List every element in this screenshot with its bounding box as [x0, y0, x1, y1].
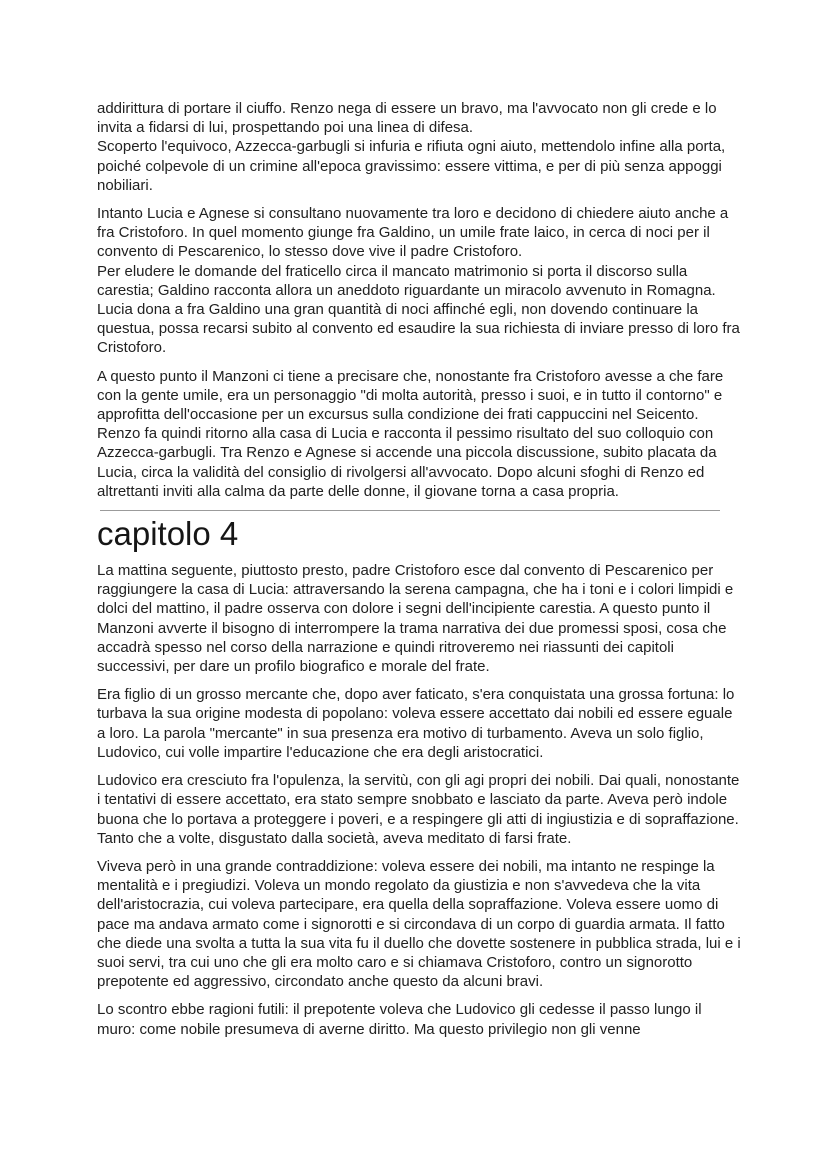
- text-block: addirittura di portare il ciuffo. Renzo nega di essere un bravo, ma l'avvocato non gli crede e lo invita a fidarsi di lui, prospettando poi una linea di difesa.: [97, 100, 717, 137]
- text-block: Era figlio di un grosso mercante che, dopo aver faticato, s'era conquistata una grossa fortuna: lo turbava la sua origine modesta di popolano: voleva essere accettato dai nobili ed essere eguale a loro. La parola "mercante" in sua presenza era motivo di turbamento. Aveva un solo figlio, Ludovico, cui volle impartire l'educazione che era degli aristocratici.: [97, 686, 735, 761]
- text-block: Per eludere le domande del fraticello circa il mancato matrimonio si porta il discorso sulla carestia; Galdino racconta allora un aneddoto riguardante un miracolo avvenuto in Romagna. Lucia dona a fra Galdino una gran quantità di noci affinché egli, non dovendo continuare la questua, possa recarsi subito al convento ed esaudire la sua richiesta di inviare presso di loro fra Cristoforo.: [97, 262, 740, 357]
- text-block: La mattina seguente, piuttosto presto, padre Cristoforo esce dal convento di Pescarenico per raggiungere la casa di Lucia: attraversando la serena campagna, che ha i toni e i colori limpidi e dolci del mattino, il padre osserva con dolore i segni dell'incipiente carestia. A questo punto il Manzoni avverte il bisogno di interrompere la trama narrativa dei due promessi sposi, cosa che accadrà spesso nel corso della narrazione e quindi ritroveremo nei riassunti dei capitoli successivi, per dare un profilo biografico e morale del frate.: [97, 562, 734, 676]
- document-content: [97, 99, 741, 1048]
- paragraph: [97, 1000, 741, 1038]
- paragraph: [97, 561, 741, 676]
- section-divider: [100, 510, 720, 511]
- paragraph: [97, 771, 741, 848]
- chapter-heading: capitolo 4: [97, 515, 239, 553]
- paragraph: [97, 685, 741, 762]
- text-block: Viveva però in una grande contraddizione: voleva essere dei nobili, ma intanto ne respinge la mentalità e i pregiudizi. Voleva un mondo regolato da giustizia e non s'avvedeva che la vita dell'aristocrazia, cui voleva partecipare, era quella della sopraffazione. Voleva essere uomo di pace ma andava armato come i signorotti e si circondava di un corpo di guardia armata. Il fatto che diede una svolta a tutta la sua vita fu il duello che dovette sostenere in pubblica strada, lui e i suoi servi, tra cui uno che gli era molto caro e si chiamava Cristoforo, contro un signorotto prepotente ed aggressivo, circondato anche questo da alcuni bravi.: [97, 857, 741, 991]
- text-block: Ludovico era cresciuto fra l'opulenza, la servitù, con gli agi propri dei nobili. Dai quali, nonostante i tentativi di essere accettato, era stato sempre snobbato e lasciato da parte. Aveva però indole buona che lo portava a proteggere i poveri, e a respingere gli atti di ingiustizia e di sopraffazione. Tanto che a volte, disgustato dalla società, aveva meditato di farsi frate.: [97, 772, 740, 847]
- paragraph: [97, 857, 741, 991]
- paragraph: [97, 99, 741, 195]
- text-block: Lo scontro ebbe ragioni futili: il prepotente voleva che Ludovico gli cedesse il passo lungo il muro: come nobile presumeva di averne diritto. Ma questo privilegio non gli venne: [97, 1001, 702, 1038]
- text-block: Scoperto l'equivoco, Azzecca-garbugli si infuria e rifiuta ogni aiuto, mettendolo infine alla porta, poiché colpevole di un crimine all'epoca gravissimo: essere vittima, e per di più senza appoggi nobiliari.: [97, 138, 726, 194]
- paragraph: [97, 367, 741, 501]
- text-block: Intanto Lucia e Agnese si consultano nuovamente tra loro e decidono di chiedere aiuto anche a fra Cristoforo. In quel momento giunge fra Galdino, un umile frate laico, in cerca di noci per il convento di Pescarenico, lo stesso dove vive il padre Cristoforo.: [97, 205, 729, 261]
- text-block: A questo punto il Manzoni ci tiene a precisare che, nonostante fra Cristoforo avesse a che fare con la gente umile, era un personaggio "di molta autorità, presso i suoi, e in tutto il contorno" e approfitta dell'occasione per un excursus sulla condizione dei frati cappuccini nel Seicento. Renzo fa quindi ritorno alla casa di Lucia e racconta il pessimo risultato del suo colloquio con Azzecca-garbugli. Tra Renzo e Agnese si accende una piccola discussione, subito placata da Lucia, circa la validità del consiglio di rivolgersi all'avvocato. Dopo alcuni sfoghi di Renzo ed altrettanti inviti alla calma da parte delle donne, il giovane torna a casa propria.: [97, 367, 724, 500]
- paragraph: [97, 204, 741, 358]
